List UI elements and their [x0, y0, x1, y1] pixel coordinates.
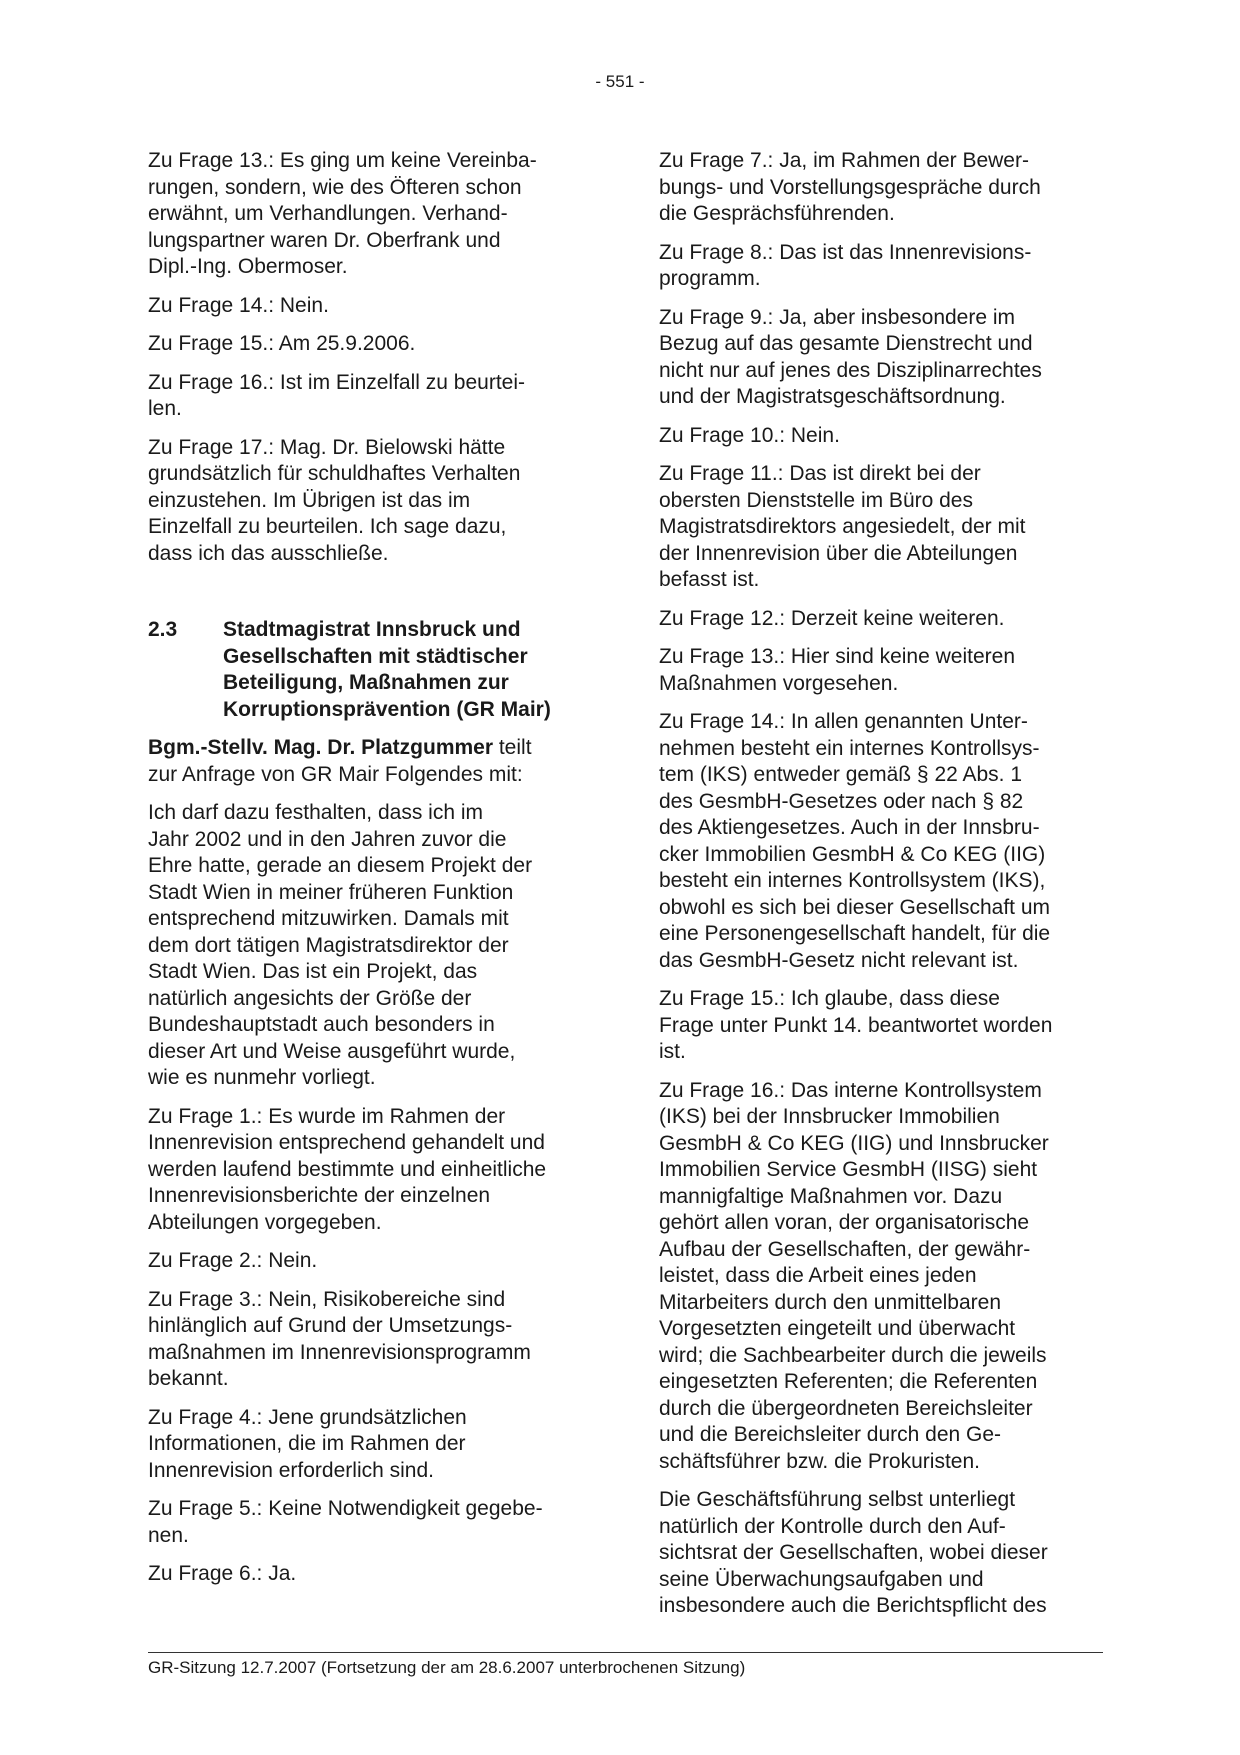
paragraph-frage-9: Zu Frage 9.: Ja, aber insbesondere im Bezug auf das gesamte Dienstrecht und nicht nur auf jenes des Disziplinarrechtes und der Magistratsgeschäftsordnung. [659, 305, 1042, 408]
section-number: 2.3 [148, 618, 178, 641]
left-paragraphs-after-heading [148, 800, 588, 1588]
paragraph-frage-14-left: Zu Frage 14.: Nein. [148, 293, 329, 317]
paragraph-frage-10: Zu Frage 10.: Nein. [659, 423, 840, 447]
footer-divider [148, 1652, 1103, 1653]
paragraph-frage-13-right: Zu Frage 13.: Hier sind keine weiteren Maßnahmen vorgesehen. [659, 645, 1016, 695]
paragraph-frage-14-right: Zu Frage 14.: In allen genannten Unter- nehmen besteht ein internes Kontrollsys- tem (IKS) entweder gemäß § 22 Abs. 1 des GesmbH-Gesetzes oder nach § 82 des Aktiengesetzes. Auch in der Innsbru- cker Immobilien GesmbH & Co KEG (IIG) besteht ein internes Kontrollsystem (IKS), obwohl es sich bei dieser Gesellschaft um eine Personengesellschaft handelt, für die das GesmbH-Gesetz nicht relevant ist. [659, 710, 1051, 972]
page-number: - 551 - [595, 72, 645, 91]
right-column [659, 148, 1104, 1632]
paragraph-frage-13-left: Zu Frage 13.: Es ging um keine Vereinba- rungen, sondern, wie des Öfteren schon erwähnt, um Verhandlungen. Verhand- lungspartner waren Dr. Oberfrank und Dipl.-Ing. Obermoser. [148, 149, 537, 278]
paragraph-frage-5: Zu Frage 5.: Keine Notwendigkeit gegebe- nen. [148, 1497, 543, 1547]
paragraph-frage-11: Zu Frage 11.: Das ist direkt bei der obersten Dienststelle im Büro des Magistratsdirektors angesiedelt, der mit der Innenrevision über die Abteilungen befasst ist. [659, 462, 1026, 591]
paragraph-frage-12: Zu Frage 12.: Derzeit keine weiteren. [659, 606, 1005, 630]
speaker-intro [148, 735, 588, 788]
paragraph-frage-8: Zu Frage 8.: Das ist das Innenrevisions- programm. [659, 240, 1032, 290]
paragraph-frage-1: Zu Frage 1.: Es wurde im Rahmen der Innenrevision entsprechend gehandelt und werden laufend bestimmte und einheitliche Innenrevisionsberichte der einzelnen Abteilungen vorgegeben. [148, 1104, 547, 1234]
speaker-intro-text: teilt zur Anfrage von GR Mair Folgendes mit: [148, 736, 532, 786]
section-title: Stadtmagistrat Innsbruck und Gesellschaften mit städtischer Beteiligung, Maßnahmen zur Korruptionsprävention (GR Mair) [223, 618, 551, 721]
paragraph-frage-15-right: Zu Frage 15.: Ich glaube, dass diese Frage unter Punkt 14. beantwortet worden ist. [659, 987, 1053, 1063]
paragraph-frage-3: Zu Frage 3.: Nein, Risikobereiche sind hinlänglich auf Grund der Umsetzungs- maßnahmen im Innenrevisionsprogramm bekannt. [148, 1287, 531, 1390]
paragraph-frage-16-left: Zu Frage 16.: Ist im Einzelfall zu beurtei- len. [148, 370, 525, 420]
paragraph-frage-15-left: Zu Frage 15.: Am 25.9.2006. [148, 332, 416, 355]
speaker-name: Bgm.-Stellv. Mag. Dr. Platzgummer [148, 736, 494, 759]
paragraph-frage-16-right: Zu Frage 16.: Das interne Kontrollsystem (IKS) bei der Innsbrucker Immobilien GesmbH & Co KEG (IIG) und Innsbrucker Immobilien Service GesmbH (IISG) sieht mannigfaltige Maßnahmen vor. Dazu gehört allen voran, der organisatorische Aufbau der Gesellschaften, der gewähr- leistet, dass die Arbeit eines jeden Mitarbeiters durch den unmittelbaren Vorgesetzten eingeteilt und überwacht wird; die Sachbearbeiter durch die jeweils eingesetzten Referenten; die Referenten durch die übergeordneten Bereichsleiter und die Bereichsleiter durch den Ge- schäftsführer bzw. die Prokuristen. [659, 1078, 1049, 1473]
paragraph-frage-2: Zu Frage 2.: Nein. [148, 1249, 318, 1272]
paragraph-frage-7: Zu Frage 7.: Ja, im Rahmen der Bewer- bungs- und Vorstellungsgespräche durch die Gesprächsführenden. [659, 149, 1041, 225]
section-heading [148, 617, 588, 723]
paragraph-frage-6: Zu Frage 6.: Ja. [148, 1562, 297, 1585]
left-paragraphs-before-heading [148, 148, 588, 567]
paragraph-frage-17-left: Zu Frage 17.: Mag. Dr. Bielowski hätte grundsätzlich für schuldhaftes Verhalten einzustehen. Im Übrigen ist das im Einzelfall zu beurteilen. Ich sage dazu, dass ich das ausschließe. [148, 435, 521, 565]
paragraph-frage-4: Zu Frage 4.: Jene grundsätzlichen Informationen, die im Rahmen der Innenrevision erforderlich sind. [148, 1405, 467, 1482]
paragraph-geschaeftsfuehrung: Die Geschäftsführung selbst unterliegt natürlich der Kontrolle durch den Auf- sichtsrat der Gesellschaften, wobei dieser seine Überwachungsaufgaben und insbesondere auch die Berichtspflicht des [659, 1488, 1048, 1617]
footer-text: GR-Sitzung 12.7.2007 (Fortsetzung der am 28.6.2007 unterbrochenen Sitzung) [148, 1658, 746, 1677]
paragraph-statement: Ich darf dazu festhalten, dass ich im Jahr 2002 und in den Jahren zuvor die Ehre hatte, gerade an diesem Projekt der Stadt Wien in meiner früheren Funktion entsprechend mitzuwirken. Damals mit dem dort tätigen Magistratsdirektor der Stadt Wien. Das ist ein Projekt, das natürlich angesichts der Größe der Bundeshauptstadt auch besonders in dieser Art und Weise ausgeführt wurde, wie es nunmehr vorliegt. [148, 801, 533, 1089]
left-column [148, 148, 588, 1600]
